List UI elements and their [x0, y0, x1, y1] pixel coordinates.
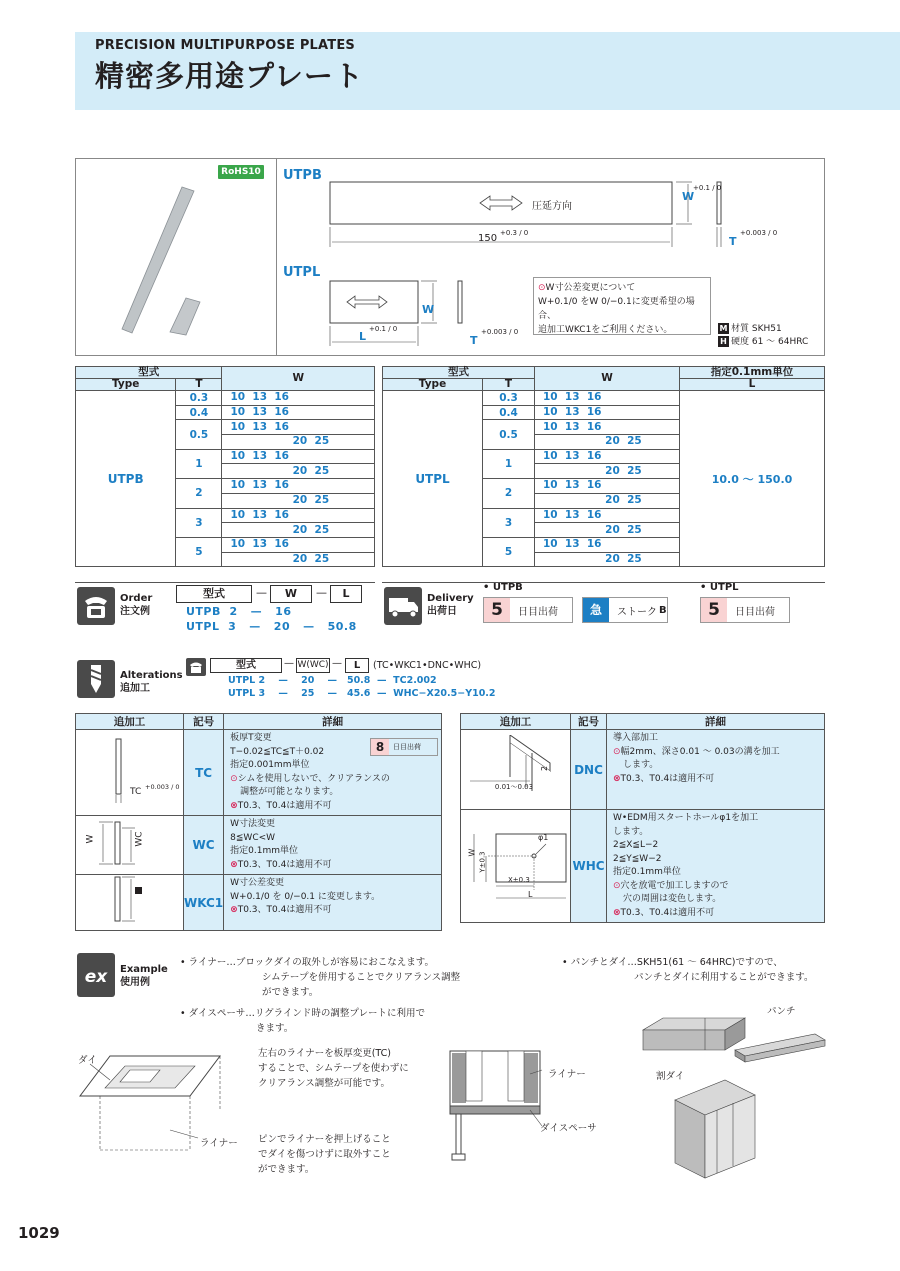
w-values: 20 25: [535, 523, 680, 538]
drill-icon: [77, 660, 115, 698]
label-liner2: ライナー: [548, 1069, 586, 1080]
type-utpb: UTPB: [76, 391, 176, 567]
detail-wkc1: [224, 875, 442, 931]
fig-tc-tol: +0.003 / 0: [145, 783, 180, 791]
th-type: Type: [383, 379, 483, 391]
w-values: 10 13 16: [535, 405, 680, 420]
spec-table-utpl: [382, 366, 825, 567]
dim-w-tol: +0.1 / 0: [693, 184, 722, 192]
w-values: 10 13 16: [535, 479, 680, 494]
order-example-1: UTPB 2 — 16: [186, 605, 292, 618]
example-label-jp: 使用例: [120, 977, 150, 988]
th-alt: 追加工: [461, 714, 571, 730]
label-split-die: 割ダイ: [656, 1071, 685, 1082]
w-values: 10 13 16: [222, 479, 375, 494]
utpb-delivery-label: • UTPB: [483, 582, 523, 593]
alt-box-l: L: [345, 658, 369, 673]
punch-die-illustration: [635, 1010, 835, 1185]
detail-line: T−0.02≦TC≦T＋0.02: [230, 746, 325, 757]
liner-desc: [180, 955, 460, 1000]
w-values: 20 25: [222, 523, 375, 538]
fig-whc-l: L: [528, 890, 533, 899]
alt-dash: —: [332, 658, 342, 669]
note-line3: 追加工WKC1をご利用ください。: [538, 325, 673, 335]
th-katashiki: 型式: [383, 367, 535, 379]
w-values: 10 13 16: [535, 391, 680, 406]
utpl-delivery-label: • UTPL: [700, 582, 739, 593]
stock-icon: 急: [583, 598, 609, 622]
prohibit-icon: ⊗: [613, 773, 621, 784]
t-value: 0.5: [176, 420, 222, 449]
th-alt: 追加工: [76, 714, 184, 730]
dnc-figure: [470, 735, 570, 807]
code-dnc: DNC: [571, 730, 607, 810]
th-code: 記号: [184, 714, 224, 730]
tip-icon: ⊙: [538, 283, 546, 293]
w-values: 10 13 16: [222, 405, 375, 420]
fig-wc-label: WC: [134, 831, 145, 847]
days-number: 5: [701, 598, 727, 622]
punch-line2: パンチとダイに利用することができます。: [634, 972, 814, 983]
detail-line: T0.3、T0.4は適用不可: [620, 773, 715, 784]
detail-line: 2≦X≦L−2: [613, 840, 659, 850]
badge-number: 8: [371, 739, 389, 755]
alt-dash: —: [284, 658, 294, 669]
order-dash2: —: [316, 586, 327, 599]
desc-line: ができます。: [258, 1164, 315, 1175]
phone-icon: [77, 587, 115, 625]
rolling-direction: 圧延方向: [532, 201, 572, 212]
dim-w-utpl: W: [422, 303, 435, 316]
order-box-l: L: [330, 585, 362, 603]
detail-whc: [607, 810, 825, 923]
dim-150: 150: [478, 233, 498, 244]
type-utpl: UTPL: [383, 391, 483, 567]
th-code: 記号: [571, 714, 607, 730]
days-text: 日目出荷: [518, 606, 558, 618]
desc-line: することで、シムテープを使わずに: [258, 1063, 409, 1074]
detail-wc: [224, 816, 442, 875]
t-value: 1: [483, 449, 535, 478]
spacer-line2: きます。: [256, 1023, 294, 1034]
title-jp: 精密多用途プレート: [95, 59, 364, 93]
detail-line: 板厚T変更: [230, 733, 272, 743]
liner-line1: • ライナー…ブロックダイの取外しが容易におこなえます。: [180, 957, 435, 968]
w-values: 20 25: [535, 464, 680, 479]
w-values: 10 13 16: [222, 537, 375, 552]
liner-tc-desc: [258, 1046, 409, 1091]
days-text: 日目出荷: [735, 606, 775, 618]
order-label-jp: 注文例: [120, 606, 150, 617]
utpb-label: UTPB: [283, 168, 322, 183]
w-values: 20 25: [222, 493, 375, 508]
detail-line: 指定0.1mm単位: [230, 846, 299, 856]
fig-whc-w: W: [467, 848, 477, 857]
dim-t-utpl: T: [470, 334, 478, 347]
note-line2: W+0.1/0 をW 0/−0.1に変更希望の場合、: [538, 297, 695, 321]
dim-150-tol: +0.3 / 0: [500, 229, 529, 237]
stock-badge: [582, 597, 668, 623]
alt-box-w: W(WC): [296, 658, 330, 673]
liner-line2: シムテープを併用することでクリアランス調整: [262, 972, 461, 983]
rohs-badge: RoHS10: [218, 165, 264, 179]
w-values: 10 13 16: [222, 449, 375, 464]
detail-line: 調整が可能となります。: [240, 787, 339, 797]
w-values: 10 13 16: [535, 420, 680, 435]
hardness-mark: H: [718, 336, 729, 347]
w-values: 20 25: [535, 552, 680, 567]
spacer-line1: • ダイスペーサ…リグラインド時の調整プレートに利用で: [180, 1008, 425, 1019]
t-value: 3: [483, 508, 535, 537]
dim-l-tol: +0.1 / 0: [369, 325, 398, 333]
order-box-type: 型式: [176, 585, 252, 603]
order-label-en: Order: [120, 593, 153, 604]
th-katashiki: 型式: [76, 367, 222, 379]
tolerance-note: [533, 277, 711, 335]
th-t: T: [176, 379, 222, 391]
fig-whc-x: X±0.3: [508, 876, 530, 884]
dim-l: L: [359, 330, 367, 343]
w-values: 20 25: [535, 435, 680, 450]
th-l2: L: [680, 379, 825, 391]
t-value: 3: [176, 508, 222, 537]
tip-icon: ⊙: [613, 880, 621, 891]
code-whc: WHC: [571, 810, 607, 923]
liner-line3: ができます。: [262, 987, 319, 998]
l-range: 10.0 ～ 150.0: [680, 391, 825, 567]
desc-line: 左右のライナーを板厚変更(TC): [258, 1048, 392, 1059]
detail-line: 2≦Y≦W−2: [613, 853, 662, 864]
w-values: 10 13 16: [222, 420, 375, 435]
alt-suffix: (TC•WKC1•DNC•WHC): [373, 660, 482, 671]
truck-icon: [384, 587, 422, 625]
alterations-label: [120, 669, 183, 695]
detail-line: W寸公差変更: [230, 878, 285, 888]
detail-line: T0.3、T0.4は適用不可: [620, 907, 715, 918]
th-type: Type: [76, 379, 176, 391]
dim-t-tol-utpl: +0.003 / 0: [481, 328, 519, 336]
note-line1: W寸公差変更について: [545, 283, 636, 293]
detail-line: 指定0.1mm単位: [613, 867, 681, 877]
w-values: 20 25: [222, 464, 375, 479]
page-header: [75, 32, 900, 110]
plate-photo: [120, 185, 210, 340]
th-detail: 詳細: [607, 714, 825, 730]
days-number: 5: [484, 598, 510, 622]
utpl-delivery-badge: [700, 597, 790, 623]
fig-dnc-2: 2: [540, 765, 550, 772]
tc-delivery-badge: [370, 738, 438, 756]
spacer-desc: [180, 1006, 425, 1036]
t-value: 1: [176, 449, 222, 478]
t-value: 2: [176, 479, 222, 508]
alt-example-2: UTPL 3 — 25 — 45.6 — WHC−X20.5−Y10.2: [228, 688, 496, 699]
w-values: 10 13 16: [222, 508, 375, 523]
detail-line: 穴の周囲は変色します。: [623, 894, 722, 904]
detail-line: W•EDM用スタートホールφ1を加工: [613, 813, 759, 823]
desc-line: でダイを傷つけずに取外すこと: [258, 1149, 391, 1160]
order-example-2: UTPL 3 — 20 — 50.8: [186, 620, 357, 633]
detail-line: します。: [613, 826, 649, 837]
utpl-drawing: [325, 278, 485, 348]
label-spacer: ダイスペーサ: [540, 1123, 597, 1134]
alterations-label-en: Alterations: [120, 670, 183, 681]
prohibit-icon: ⊗: [613, 907, 621, 918]
label-liner: ライナー: [200, 1138, 238, 1149]
desc-line: ピンでライナーを押上げること: [258, 1134, 391, 1145]
order-box-w: W: [270, 585, 312, 603]
desc-line: クリアランス調整が可能です。: [258, 1078, 390, 1089]
th-w: W: [222, 367, 375, 391]
detail-dnc: [607, 730, 825, 810]
t-value: 0.5: [483, 420, 535, 449]
t-value: 0.4: [483, 405, 535, 420]
detail-line: 指定0.001mm単位: [230, 760, 310, 770]
w-values: 10 13 16: [535, 537, 680, 552]
detail-line: W寸法変更: [230, 819, 276, 829]
alt-example-1: UTPL 2 — 20 — 50.8 — TC2.002: [228, 675, 437, 686]
fig-w-label: W: [85, 834, 96, 844]
detail-line: 穴を放電で加工しますので: [620, 880, 729, 891]
t-value: 2: [483, 479, 535, 508]
example-label: [120, 963, 168, 989]
code-tc: TC: [184, 730, 224, 816]
detail-line: T0.3、T0.4は適用不可: [237, 905, 332, 915]
t-value: 0.3: [176, 391, 222, 406]
section-illustration: [430, 1046, 545, 1166]
utpb-delivery-badge: [483, 597, 573, 623]
svg-text:ex: ex: [84, 967, 108, 987]
label-punch: パンチ: [767, 1006, 796, 1017]
dim-w: W: [682, 190, 695, 203]
alt-box-type: 型式: [210, 658, 282, 673]
page-number: 1029: [18, 1224, 60, 1242]
delivery-label-jp: 出荷日: [427, 606, 457, 617]
wc-figure: [85, 816, 180, 868]
hardness: 硬度 61 ～ 64HRC: [731, 337, 809, 347]
punch-line1: • パンチとダイ…SKH51(61 ～ 64HRC)ですので、: [562, 957, 783, 968]
order-label: [120, 592, 152, 618]
tip-icon: ⊙: [230, 773, 238, 784]
material-info: [718, 323, 808, 349]
prohibit-icon: ⊗: [230, 905, 238, 915]
code-wkc1: WKC1: [184, 875, 224, 931]
th-w: W: [535, 367, 680, 391]
fig-whc-y: Y±0.3: [478, 851, 487, 873]
w-values: 10 13 16: [535, 508, 680, 523]
alterations-label-jp: 追加工: [120, 683, 150, 694]
t-value: 5: [483, 537, 535, 566]
t-value: 0.3: [483, 391, 535, 406]
dim-t: T: [729, 235, 737, 248]
phone-small-icon: [186, 658, 206, 676]
spec-table-utpb: [75, 366, 375, 567]
w-values: 20 25: [222, 435, 375, 450]
prohibit-icon: ⊗: [230, 800, 238, 811]
fig-dnc-depth: 0.01～0.03: [494, 783, 534, 791]
fig-tc-label: TC: [130, 787, 142, 797]
w-values: 20 25: [222, 552, 375, 567]
detail-line: T0.3、T0.4は適用不可: [237, 800, 332, 811]
utpl-label: UTPL: [283, 265, 321, 280]
w-values: 20 25: [535, 493, 680, 508]
prohibit-icon: ⊗: [230, 859, 238, 870]
th-t: T: [483, 379, 535, 391]
detail-line: シムを使用しないで、クリアランスの: [237, 773, 390, 784]
th-detail: 詳細: [224, 714, 442, 730]
code-wc: WC: [184, 816, 224, 875]
order-dash1: —: [256, 586, 267, 599]
w-values: 10 13 16: [535, 449, 680, 464]
delivery-label-en: Delivery: [427, 593, 474, 604]
example-label-en: Example: [120, 964, 168, 975]
dim-t-tol: +0.003 / 0: [740, 229, 778, 237]
detail-line: 導入部加工: [613, 733, 659, 743]
pin-desc: [258, 1132, 391, 1177]
material: 材質 SKH51: [731, 324, 782, 334]
detail-line: T0.3、T0.4は適用不可: [237, 859, 332, 870]
title-en: PRECISION MULTIPURPOSE PLATES: [95, 38, 355, 53]
label-die: ダイ: [78, 1055, 97, 1066]
divider: [276, 159, 277, 355]
badge-text: 日目出荷: [393, 743, 421, 751]
example-icon: [77, 953, 115, 997]
detail-line: 8≦WC<W: [230, 832, 276, 843]
t-value: 5: [176, 537, 222, 566]
fig-whc-phi: φ1: [538, 833, 549, 842]
punch-desc: [562, 955, 814, 985]
stock-text: ストーク: [617, 606, 657, 618]
material-mark: M: [719, 324, 728, 333]
t-value: 0.4: [176, 405, 222, 420]
detail-line: W+0.1/0 を 0/−0.1 に変更します。: [230, 891, 381, 902]
detail-line: します。: [623, 760, 659, 770]
wkc1-figure: [85, 873, 180, 925]
detail-line: 幅2mm、深さ0.01 ～ 0.03の溝を加工: [620, 746, 780, 757]
th-l1: 指定0.1mm単位: [680, 367, 825, 379]
w-values: 10 13 16: [222, 391, 375, 406]
stock-b: B: [659, 604, 667, 616]
delivery-label: [427, 592, 474, 618]
tip-icon: ⊙: [613, 746, 621, 757]
